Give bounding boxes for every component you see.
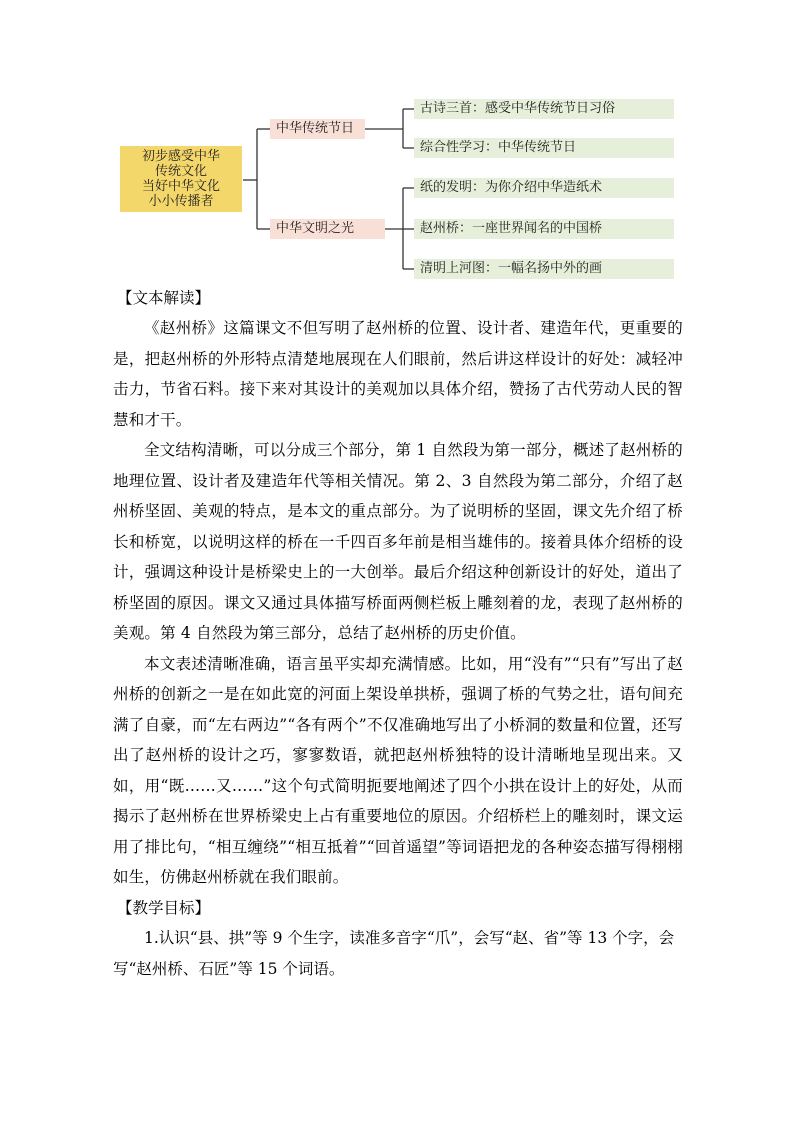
- section-heading-text-interpretation: 【文本解读】: [117, 289, 211, 307]
- root-line: 初步感受中华: [141, 149, 220, 164]
- leaf-paper-invention: 纸的发明：为你介绍中华造纸术: [414, 178, 674, 198]
- mind-map: [0, 0, 794, 290]
- leaf-ancient-poems: 古诗三首：感受中华传统节日习俗: [414, 99, 674, 119]
- paragraph: 本文表述清晰准确，语言虽平实却充满情感。比如，用“没有”“只有”写出了赵州桥的创新之一是在如此宽的河面上架设单拱桥，强调了桥的气势之壮，语句间充满了自豪，而“左右两边”“各有两个”不仅准确地写出了小桥洞的数量和位置，还写出了赵州桥的设计之巧，寥寥数语，就把赵州桥独特的设计清晰地呈现出来。又如，用“既……又……”这个句式简明扼要地阐述了四个小拱在设计上的好处，从而揭示了赵州桥在世界桥梁史上占有重要地位的原因。介绍桥栏上的雕刻时，课文运用了排比句，“相互缠绕”“相互抵着”“回首遥望”等词语把龙的各种姿态描写得栩栩如生，仿佛赵州桥就在我们眼前。: [113, 654, 683, 886]
- paragraph: 全文结构清晰，可以分成三个部分，第 1 自然段为第一部分，概述了赵州桥的地理位置、设计者及建造年代等相关情况。第 2、3 自然段为第二部分，介绍了赵州桥坚固、美观的特点，是本文的重点部分。为了说明桥的坚固，课文先介绍了桥长和桥宽，以说明这样的桥在一千四百多年前是相当雄伟的。接着具体介绍桥的设计，强调这种设计是桥梁史上的一大创举。最后介绍这种创新设计的好处，道出了桥坚固的原因。课文又通过具体描写桥面两侧栏板上雕刻着的龙，表现了赵州桥的美观。第 4 自然段为第三部分，总结了赵州桥的历史价值。: [113, 441, 683, 642]
- branch-traditional-festivals: 中华传统节日: [270, 119, 365, 139]
- root-line: 小小传播者: [148, 194, 214, 209]
- goal-item: 1.认识“县、拱”等 9 个生字，读准多音字“爪”，会写“赵、省”等 13 个字，会写“赵州桥、石匠”等 15 个词语。: [113, 928, 675, 978]
- mindmap-root: [120, 146, 242, 212]
- main-text: [113, 283, 683, 985]
- connector-lines: [0, 0, 794, 290]
- root-line: 当好中华文化: [141, 179, 220, 194]
- leaf-qingming-painting: 清明上河图：一幅名扬中外的画: [414, 259, 674, 279]
- paragraph: 《赵州桥》这篇课文不但写明了赵州桥的位置、设计者、建造年代，更重要的是，把赵州桥的外形特点清楚地展现在人们眼前，然后讲这样设计的好处：减轻冲击力，节省石料。接下来对其设计的美观加以具体介绍，赞扬了古代劳动人民的智慧和才干。: [113, 319, 683, 429]
- leaf-comprehensive-study: 综合性学习：中华传统节日: [414, 138, 674, 158]
- root-line: 传统文化: [154, 164, 207, 179]
- branch-civilization-light: 中华文明之光: [270, 219, 385, 239]
- section-heading-teaching-goals: 【教学目标】: [117, 898, 211, 917]
- leaf-zhaozhou-bridge: 赵州桥：一座世界闻名的中国桥: [414, 219, 674, 239]
